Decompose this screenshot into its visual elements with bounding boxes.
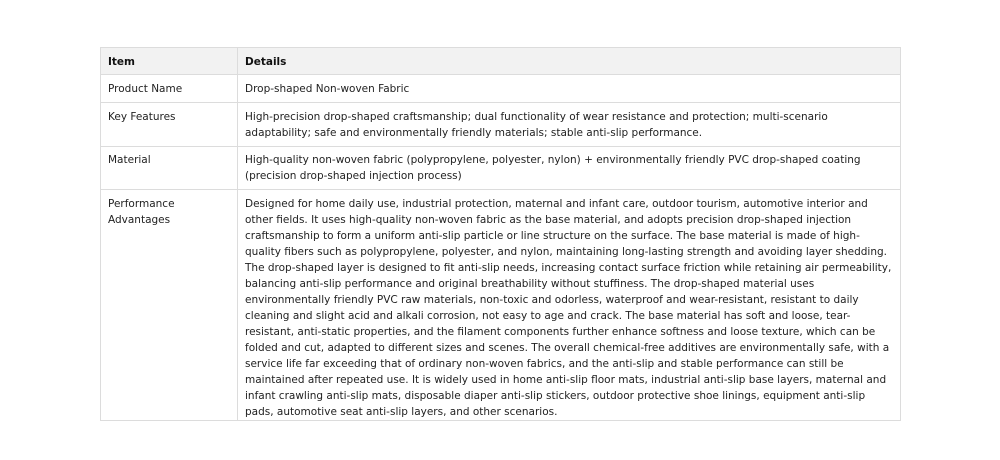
table-row bbox=[101, 103, 901, 147]
row-label-key-features: Key Features bbox=[101, 103, 238, 147]
row-value-performance-advantages: Designed for home daily use, industrial protection, maternal and infant care, outdoor tourism, automotive interior and other fields. It uses high-quality non-woven fabric as the base material, and adopts precision drop-shaped injection craftsmanship to form a uniform anti-slip particle or line structure on the surface. The base material is made of high-quality fibers such as polypropylene, polyester, and nylon, maintaining long-lasting strength and avoiding layer shedding. The drop-shaped layer is designed to fit anti-slip needs, increasing contact surface friction while retaining air permeability, balancing anti-slip performance and original breathability without stuffiness. The drop-shaped material uses environmentally friendly PVC raw materials, non-toxic and odorless, waterproof and wear-resistant, resistant to daily cleaning and slight acid and alkali corrosion, not easy to age and crack. The base material has soft and loose, tear-resistant, anti-static properties, and the filament components further enhance softness and loose texture, which can be folded and cut, adapted to different sizes and scenes. The overall chemical-free additives are environmentally safe, with a service life far exceeding that of ordinary non-woven fabrics, and the anti-slip and stable performance can still be maintained after repeated use. It is widely used in home anti-slip floor mats, industrial anti-slip base layers, maternal and infant crawling anti-slip mats, disposable diaper anti-slip stickers, outdoor protective shoe linings, equipment anti-slip pads, automotive seat anti-slip layers, and other scenarios. bbox=[238, 190, 901, 421]
row-label-product-name: Product Name bbox=[101, 75, 238, 103]
product-spec-table bbox=[100, 47, 901, 421]
row-value-key-features: High-precision drop-shaped craftsmanship; dual functionality of wear resistance and protection; multi-scenario adaptability; safe and environmentally friendly materials; stable anti-slip performance. bbox=[238, 103, 901, 147]
table-row bbox=[101, 190, 901, 421]
column-header-details: Details bbox=[238, 48, 901, 75]
table-row bbox=[101, 147, 901, 190]
row-value-material: High-quality non-woven fabric (polypropylene, polyester, nylon) + environmentally friendly PVC drop-shaped coating (precision drop-shaped injection process) bbox=[238, 147, 901, 190]
row-value-product-name: Drop-shaped Non-woven Fabric bbox=[238, 75, 901, 103]
row-label-material: Material bbox=[101, 147, 238, 190]
table-header-row bbox=[101, 48, 901, 75]
table-row bbox=[101, 75, 901, 103]
row-label-performance-advantages: Performance Advantages bbox=[101, 190, 238, 421]
column-header-item: Item bbox=[101, 48, 238, 75]
